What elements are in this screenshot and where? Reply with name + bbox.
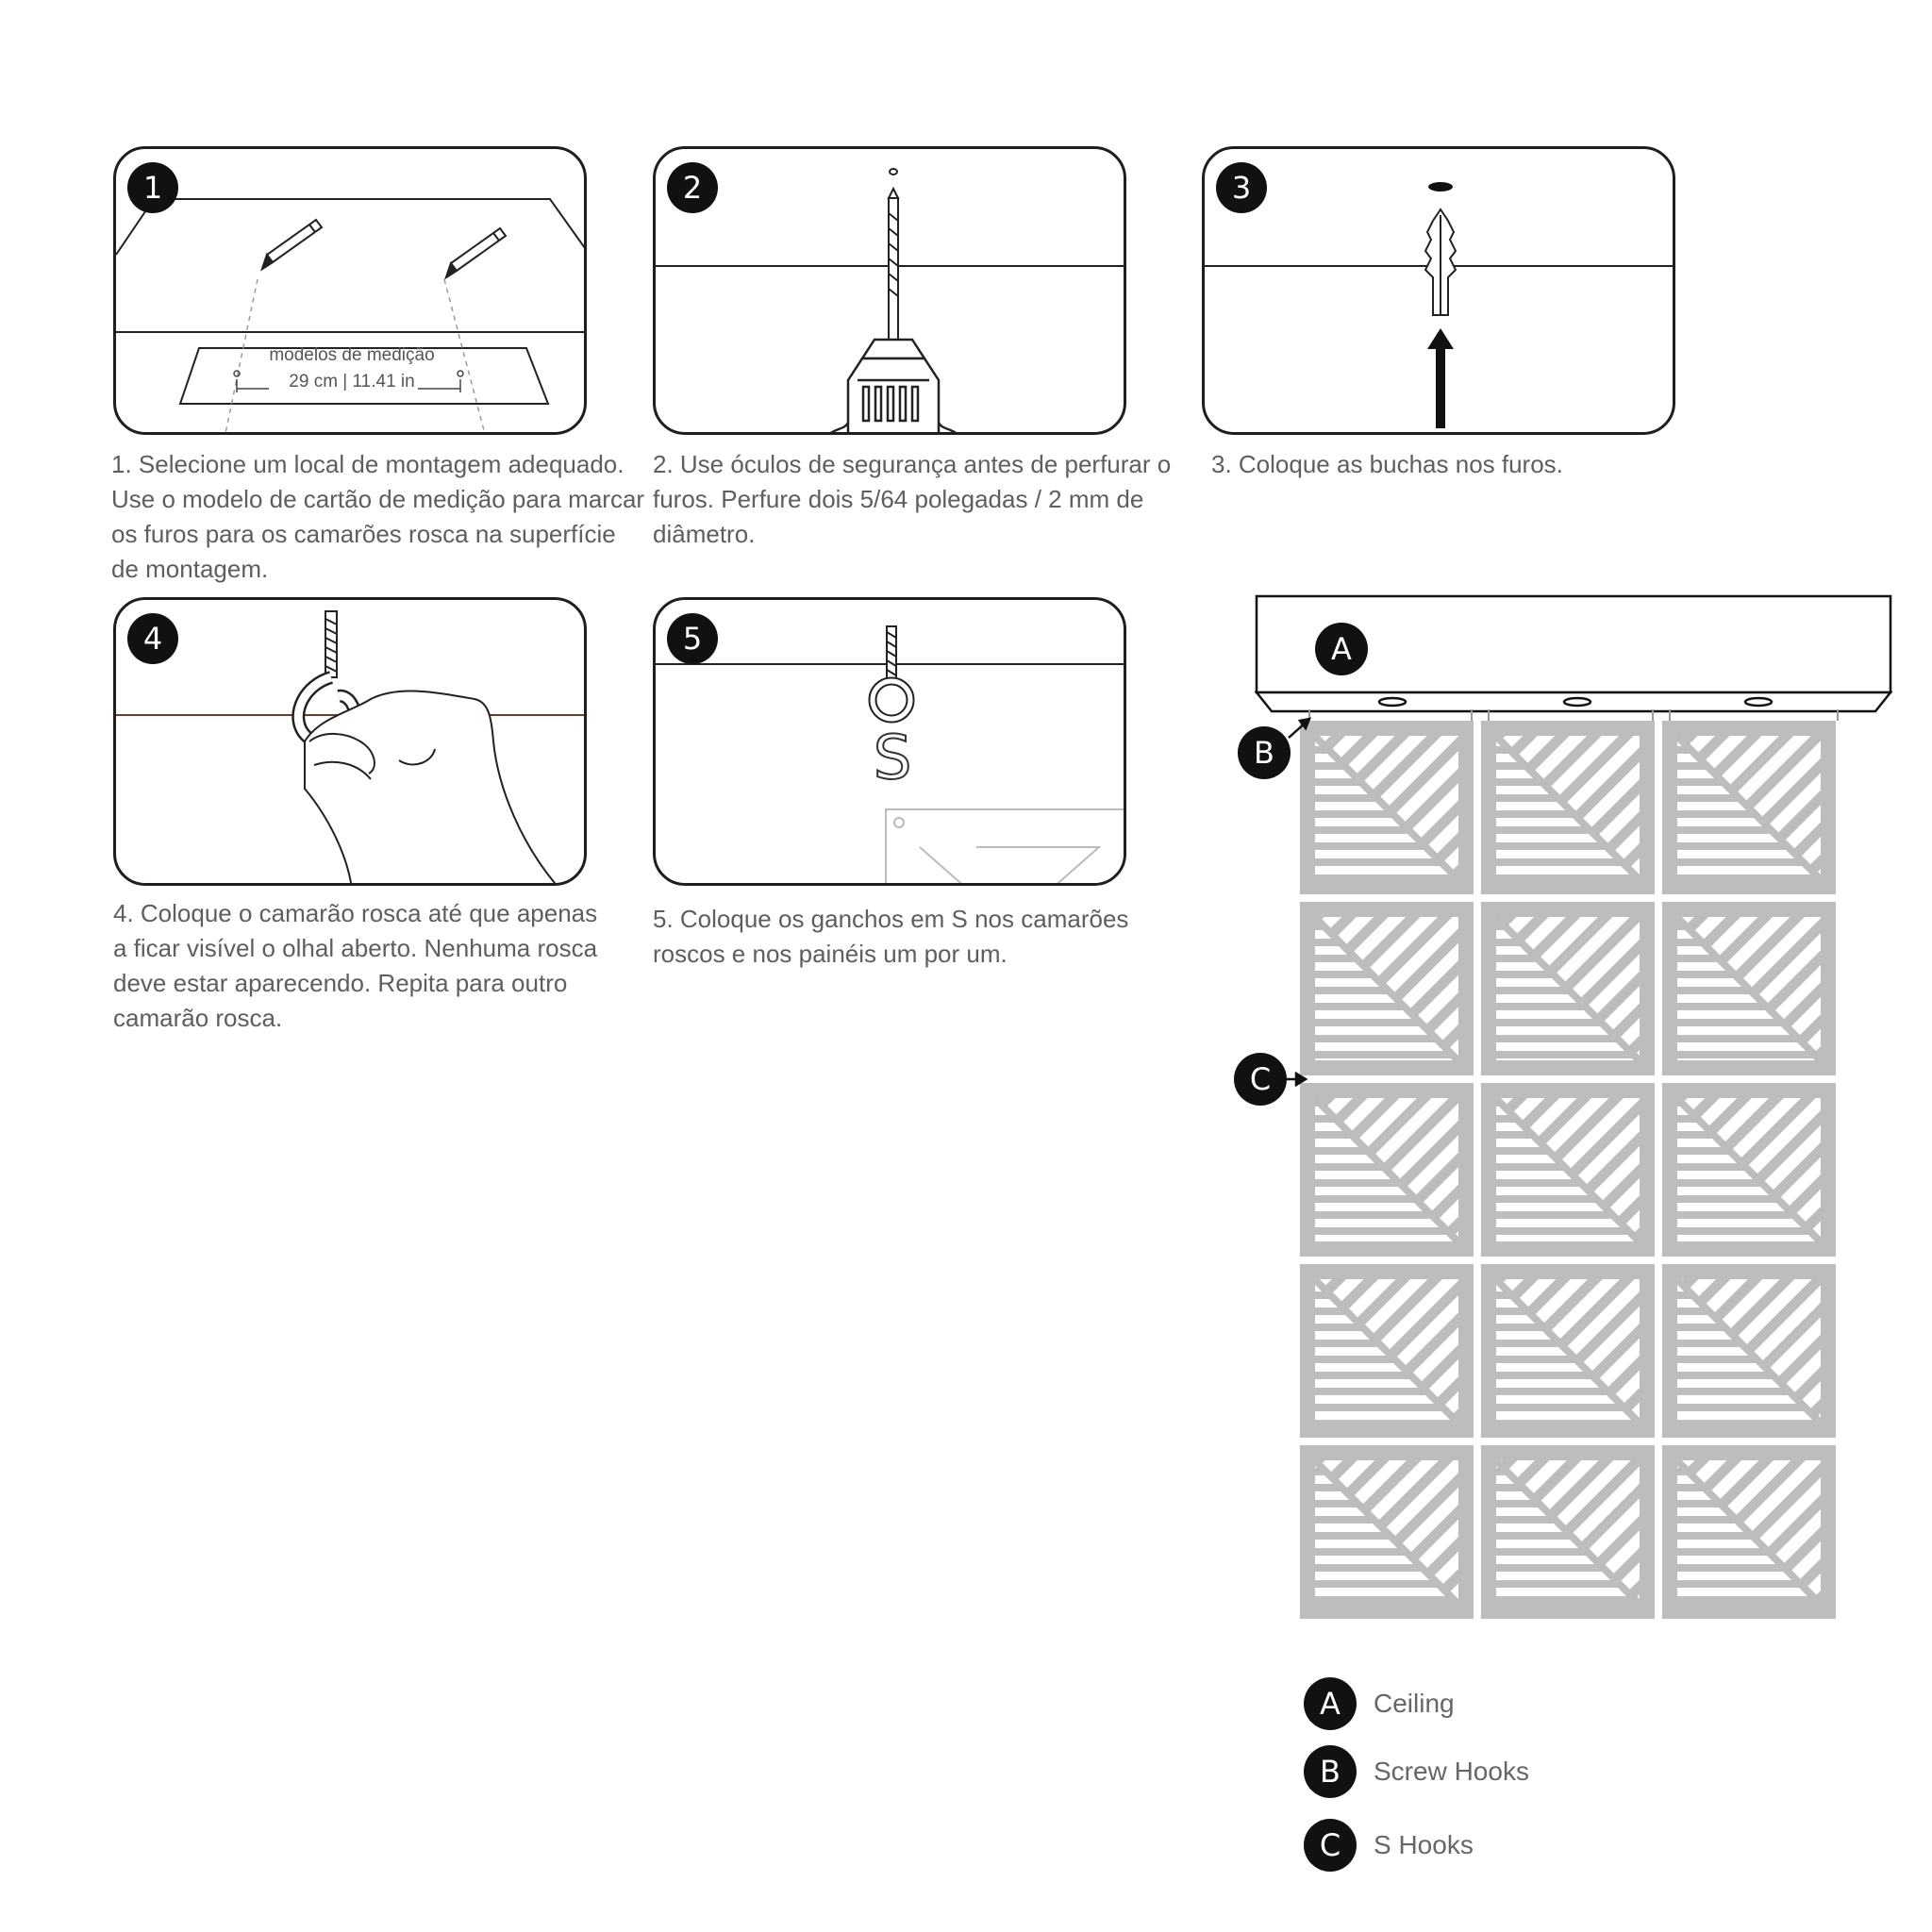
s-hook-icon: S — [873, 724, 912, 793]
legend-badge: B — [1304, 1745, 1357, 1798]
acoustic-panel — [1481, 721, 1655, 894]
acoustic-panel — [1662, 1264, 1836, 1438]
acoustic-panel — [1481, 1083, 1655, 1257]
step-5-text: 5. Coloque os ganchos em S nos camarões roscos e nos painéis um por um. — [653, 905, 1129, 968]
step-3-text: 3. Coloque as buchas nos furos. — [1211, 450, 1563, 478]
acoustic-panel — [1300, 902, 1474, 1075]
acoustic-panel — [1481, 1264, 1655, 1438]
acoustic-panel — [1300, 1445, 1474, 1619]
legend-badge: A — [1304, 1677, 1357, 1730]
step-1-text: 1. Selecione um local de montagem adequado. Use o modelo de cartão de medição para marcar os furos para os camarões rosca na superfície de montagem. — [111, 450, 645, 583]
step-badge: 2 — [667, 162, 718, 213]
acoustic-panel — [1481, 1445, 1655, 1619]
acoustic-panel — [1300, 1083, 1474, 1257]
template-title: modelos de medição — [269, 345, 435, 365]
acoustic-panel — [1300, 721, 1474, 894]
legend-label: Screw Hooks — [1374, 1757, 1529, 1786]
step-4-text: 4. Coloque o camarão rosca até que apenas a ficar visível o olhal aberto. Nenhuma rosca deve estar aparecendo. Repita para outro camarão rosca. — [113, 899, 598, 1032]
panel-grid — [1300, 721, 1836, 1619]
marker-c: C — [1234, 1053, 1287, 1106]
step-badge: 1 — [127, 162, 178, 213]
marker-a: A — [1315, 623, 1368, 675]
acoustic-panel — [1481, 902, 1655, 1075]
acoustic-panel — [1662, 721, 1836, 894]
legend-label: Ceiling — [1374, 1689, 1455, 1718]
acoustic-panel — [1662, 1445, 1836, 1619]
acoustic-panel — [1662, 1083, 1836, 1257]
step-2-text: 2. Use óculos de segurança antes de perfurar o furos. Perfure dois 5/64 polegadas / 2 mm de diâmetro. — [653, 450, 1172, 548]
step-badge: 5 — [667, 613, 718, 664]
step-badge: 3 — [1216, 162, 1267, 213]
marker-b: B — [1238, 726, 1291, 779]
step-badge: 4 — [127, 613, 178, 664]
acoustic-panel — [1300, 1264, 1474, 1438]
legend-label: S Hooks — [1374, 1830, 1474, 1859]
template-measurement: 29 cm | 11.41 in — [289, 372, 415, 391]
legend-badge: C — [1304, 1819, 1357, 1872]
acoustic-panel — [1662, 902, 1836, 1075]
